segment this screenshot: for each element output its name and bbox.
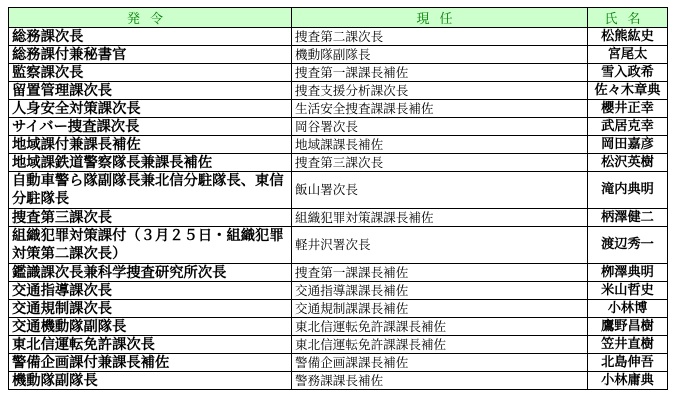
order-cell: 鑑識課次長兼科学捜査研究所次長: [9, 264, 292, 282]
current-cell: 東北信運転免許課課長補佐: [292, 318, 588, 336]
current-cell: 組織犯罪対策課課長補佐: [292, 209, 588, 227]
name-cell: 雪入政希: [588, 64, 668, 82]
name-cell: 鷹野昌樹: [588, 318, 668, 336]
current-cell: 軽井沢署次長: [292, 227, 588, 264]
current-cell: 東北信運転免許課課長補佐: [292, 336, 588, 354]
current-cell: 飯山署次長: [292, 172, 588, 209]
order-cell: 留置管理課次長: [9, 82, 292, 100]
name-cell: 小林庸典: [588, 372, 668, 390]
name-cell: 佐々木章典: [588, 82, 668, 100]
table-row: [9, 118, 668, 136]
current-cell: 交通規制課課長補佐: [292, 300, 588, 318]
current-cell: 岡谷署次長: [292, 118, 588, 136]
name-cell: 柄澤健二: [588, 209, 668, 227]
current-cell: 機動隊副隊長: [292, 46, 588, 64]
table-row: [9, 28, 668, 46]
name-cell: 岡田嘉彦: [588, 136, 668, 154]
table-row: [9, 154, 668, 172]
order-cell: 警備企画課付兼課長補佐: [9, 354, 292, 372]
order-cell: 機動隊副隊長: [9, 372, 292, 390]
table-row: [9, 372, 668, 390]
personnel-table: [8, 7, 668, 390]
current-cell: 捜査第三課次長: [292, 154, 588, 172]
current-cell: 地域課課長補佐: [292, 136, 588, 154]
table-row: [9, 172, 668, 209]
name-cell: 笠井直樹: [588, 336, 668, 354]
current-cell: 交通指導課課長補佐: [292, 282, 588, 300]
order-cell: 総務課次長: [9, 28, 292, 46]
order-cell: 交通規制課次長: [9, 300, 292, 318]
order-cell: 交通機動隊副隊長: [9, 318, 292, 336]
current-cell: 警務課課長補佐: [292, 372, 588, 390]
header-row: [9, 8, 668, 28]
name-cell: 武居克幸: [588, 118, 668, 136]
order-cell: 地域課鉄道警察隊長兼課長補佐: [9, 154, 292, 172]
order-cell: 人身安全対策課次長: [9, 100, 292, 118]
table-row: [9, 336, 668, 354]
name-cell: 米山哲史: [588, 282, 668, 300]
table-row: [9, 136, 668, 154]
header-order: 発令: [9, 8, 292, 28]
table-row: [9, 318, 668, 336]
table-row: [9, 82, 668, 100]
current-cell: 捜査第一課課長補佐: [292, 64, 588, 82]
current-cell: 捜査第一課課長補佐: [292, 264, 588, 282]
name-cell: 栁澤典明: [588, 264, 668, 282]
order-cell: 自動車警ら隊副隊長兼北信分駐隊長、東信分駐隊長: [9, 172, 292, 209]
order-cell: 監察課次長: [9, 64, 292, 82]
order-cell: 捜査第三課次長: [9, 209, 292, 227]
table-row: [9, 354, 668, 372]
current-cell: 警備企画課課長補佐: [292, 354, 588, 372]
name-cell: 小林博: [588, 300, 668, 318]
header-current: 現任: [292, 8, 588, 28]
name-cell: 渡辺秀一: [588, 227, 668, 264]
name-cell: 宮尾太: [588, 46, 668, 64]
current-cell: 捜査支援分析課次長: [292, 82, 588, 100]
table-row: [9, 282, 668, 300]
table-row: [9, 264, 668, 282]
order-cell: 東北信運転免許課次長: [9, 336, 292, 354]
table-row: [9, 100, 668, 118]
name-cell: 滝内典明: [588, 172, 668, 209]
order-cell: 組織犯罪対策課付（３月２５日・組織犯罪対策第二課次長）: [9, 227, 292, 264]
order-cell: 地域課付兼課長補佐: [9, 136, 292, 154]
table-row: [9, 64, 668, 82]
table-row: [9, 300, 668, 318]
table-row: [9, 227, 668, 264]
header-name: 氏名: [588, 8, 668, 28]
name-cell: 北島伸吾: [588, 354, 668, 372]
name-cell: 松熊紘史: [588, 28, 668, 46]
name-cell: 櫻井正幸: [588, 100, 668, 118]
order-cell: 総務課付兼秘書官: [9, 46, 292, 64]
table-row: [9, 46, 668, 64]
name-cell: 松沢英樹: [588, 154, 668, 172]
order-cell: サイバー捜査課次長: [9, 118, 292, 136]
current-cell: 捜査第二課次長: [292, 28, 588, 46]
table-row: [9, 209, 668, 227]
order-cell: 交通指導課次長: [9, 282, 292, 300]
current-cell: 生活安全捜査課課長補佐: [292, 100, 588, 118]
